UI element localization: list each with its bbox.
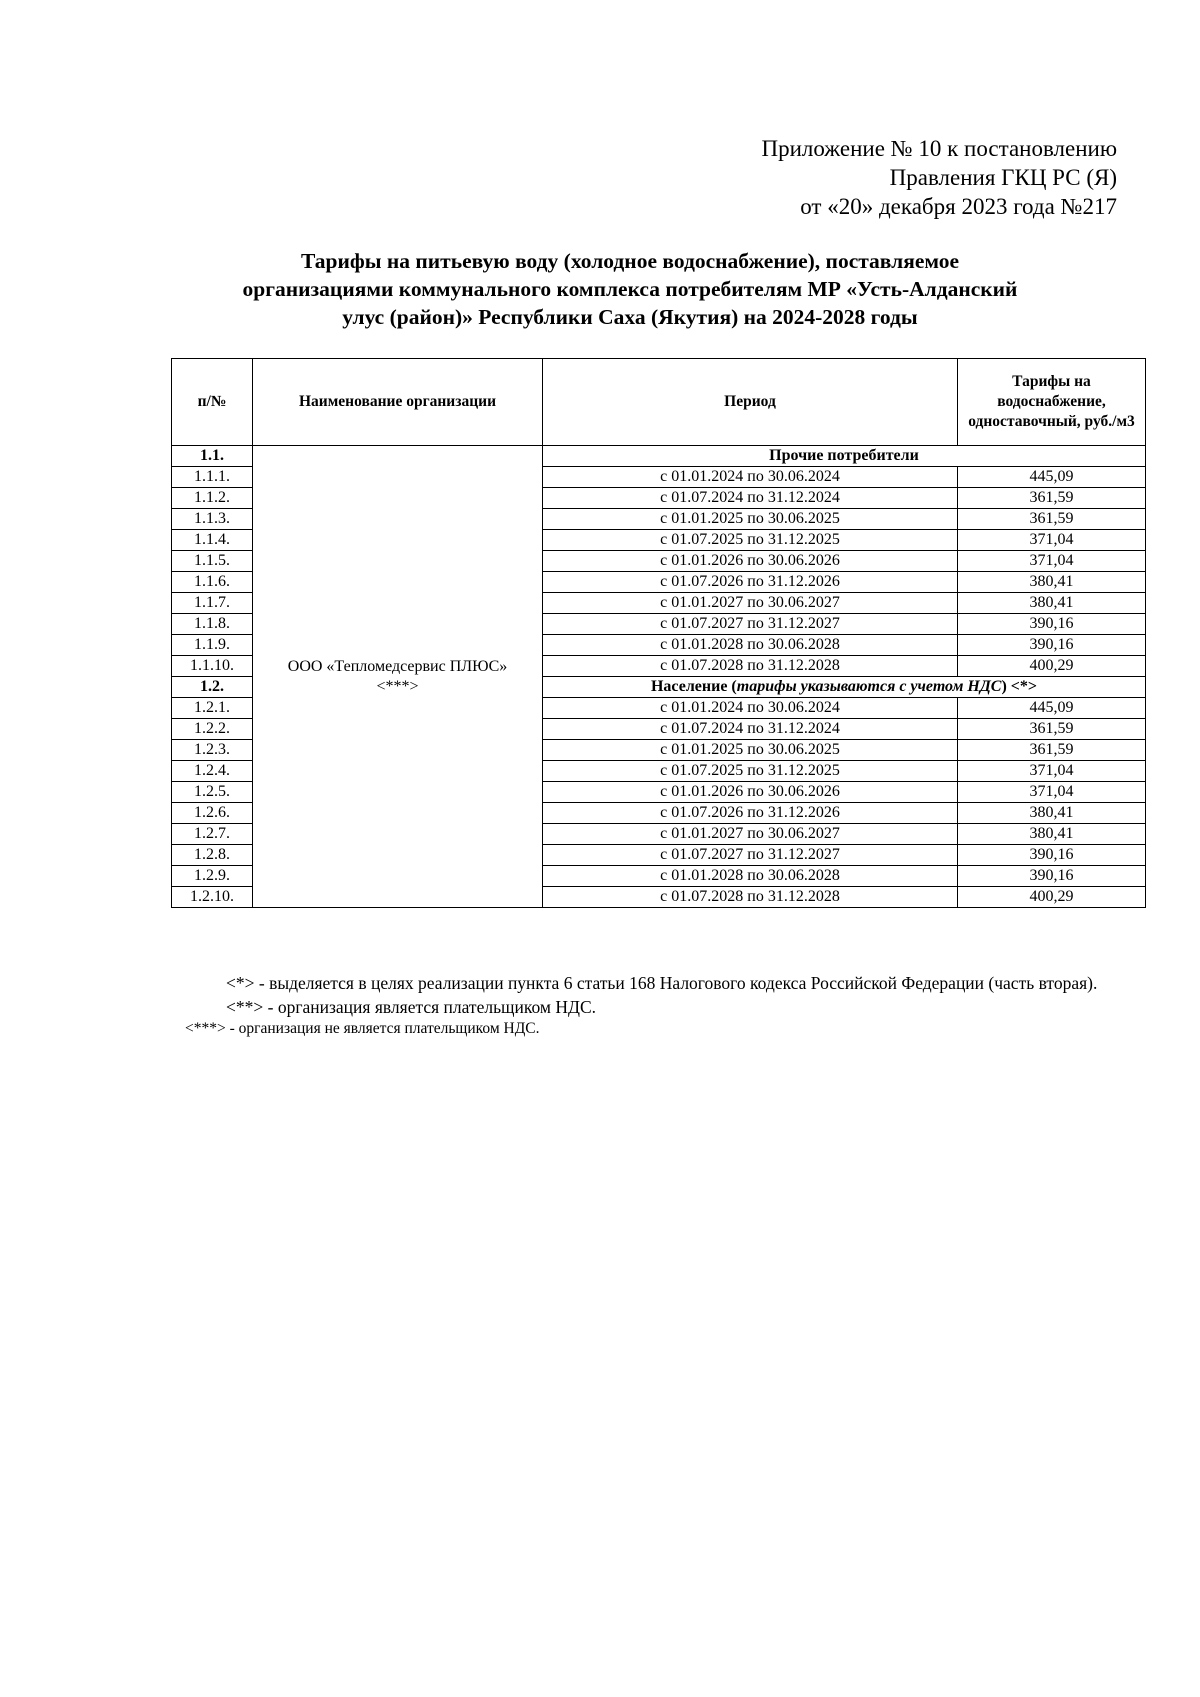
row-period: с 01.07.2026 по 31.12.2026 bbox=[543, 803, 958, 824]
appendix-line-3: от «20» декабря 2023 года №217 bbox=[800, 194, 1117, 219]
row-num: 1.2.8. bbox=[172, 845, 253, 866]
row-tariff: 361,59 bbox=[958, 740, 1146, 761]
row-period: с 01.07.2025 по 31.12.2025 bbox=[543, 530, 958, 551]
organization-name: ООО «Тепломедсервис ПЛЮС» bbox=[287, 657, 508, 675]
row-period: с 01.01.2026 по 30.06.2026 bbox=[543, 551, 958, 572]
row-tariff: 361,59 bbox=[958, 488, 1146, 509]
row-num: 1.2.1. bbox=[172, 698, 253, 719]
section-label-italic: тарифы указываются с учетом НДС bbox=[736, 678, 1002, 695]
row-tariff: 371,04 bbox=[958, 551, 1146, 572]
appendix-header bbox=[417, 134, 1117, 221]
row-period: с 01.01.2024 по 30.06.2024 bbox=[543, 467, 958, 488]
tariff-table bbox=[171, 358, 1146, 908]
row-period: с 01.07.2024 по 31.12.2024 bbox=[543, 488, 958, 509]
row-tariff: 371,04 bbox=[958, 782, 1146, 803]
header-num: п/№ bbox=[172, 359, 253, 446]
row-period: с 01.07.2027 по 31.12.2027 bbox=[543, 845, 958, 866]
section-label bbox=[543, 677, 1146, 698]
table-header-row bbox=[172, 359, 1146, 446]
row-period: с 01.07.2027 по 31.12.2027 bbox=[543, 614, 958, 635]
row-period: с 01.01.2024 по 30.06.2024 bbox=[543, 698, 958, 719]
row-num: 1.1.8. bbox=[172, 614, 253, 635]
row-tariff: 445,09 bbox=[958, 698, 1146, 719]
header-period: Период bbox=[543, 359, 958, 446]
section-label: Прочие потребители bbox=[543, 446, 1146, 467]
row-num: 1.1.7. bbox=[172, 593, 253, 614]
row-tariff: 400,29 bbox=[958, 887, 1146, 908]
footnote-vat-allocated: <*> - выделяется в целях реализации пункта 6 статьи 168 Налогового кодекса Российской Федерации (часть вторая). bbox=[226, 973, 1098, 993]
row-period: с 01.01.2025 по 30.06.2025 bbox=[543, 740, 958, 761]
row-period: с 01.07.2028 по 31.12.2028 bbox=[543, 887, 958, 908]
section-label-main: Население ( bbox=[650, 678, 737, 695]
document-title bbox=[170, 247, 1090, 331]
appendix-line-2: Правления ГКЦ РС (Я) bbox=[889, 165, 1117, 190]
row-tariff: 390,16 bbox=[958, 614, 1146, 635]
row-tariff: 361,59 bbox=[958, 509, 1146, 530]
footnote-not-vat-payer: <***> - организация не является плательщиком НДС. bbox=[185, 1020, 540, 1037]
row-num: 1.2.7. bbox=[172, 824, 253, 845]
row-tariff: 380,41 bbox=[958, 824, 1146, 845]
row-num: 1.2.6. bbox=[172, 803, 253, 824]
section-label-end: ) <*> bbox=[1001, 678, 1038, 695]
row-num: 1.1.3. bbox=[172, 509, 253, 530]
row-num: 1.2.2. bbox=[172, 719, 253, 740]
appendix-line-1: Приложение № 10 к постановлению bbox=[761, 136, 1117, 161]
title-line-2: организациями коммунального комплекса потребителям МР «Усть-Алданский bbox=[242, 277, 1018, 301]
footnote-vat-payer: <**> - организация является плательщиком НДС. bbox=[226, 997, 596, 1017]
row-tariff: 390,16 bbox=[958, 866, 1146, 887]
row-num: 1.2.9. bbox=[172, 866, 253, 887]
row-tariff: 390,16 bbox=[958, 635, 1146, 656]
row-period: с 01.07.2026 по 31.12.2026 bbox=[543, 572, 958, 593]
row-tariff: 361,59 bbox=[958, 719, 1146, 740]
row-period: с 01.07.2024 по 31.12.2024 bbox=[543, 719, 958, 740]
row-period: с 01.07.2028 по 31.12.2028 bbox=[543, 656, 958, 677]
row-tariff: 400,29 bbox=[958, 656, 1146, 677]
row-period: с 01.01.2025 по 30.06.2025 bbox=[543, 509, 958, 530]
row-num: 1.1.10. bbox=[172, 656, 253, 677]
row-num: 1.1.1. bbox=[172, 467, 253, 488]
title-line-3: улус (район)» Республики Саха (Якутия) на 2024-2028 годы bbox=[342, 305, 918, 329]
row-tariff: 380,41 bbox=[958, 572, 1146, 593]
row-tariff: 371,04 bbox=[958, 530, 1146, 551]
title-line-1: Тарифы на питьевую воду (холодное водоснабжение), поставляемое bbox=[300, 249, 960, 273]
row-tariff: 390,16 bbox=[958, 845, 1146, 866]
row-tariff: 380,41 bbox=[958, 593, 1146, 614]
section-num: 1.1. bbox=[172, 446, 253, 467]
row-period: с 01.01.2026 по 30.06.2026 bbox=[543, 782, 958, 803]
row-period: с 01.01.2028 по 30.06.2028 bbox=[543, 866, 958, 887]
row-num: 1.1.5. bbox=[172, 551, 253, 572]
row-tariff: 380,41 bbox=[958, 803, 1146, 824]
organization-note: <***> bbox=[376, 677, 419, 695]
row-period: с 01.01.2028 по 30.06.2028 bbox=[543, 635, 958, 656]
row-num: 1.2.3. bbox=[172, 740, 253, 761]
row-tariff: 445,09 bbox=[958, 467, 1146, 488]
row-num: 1.2.4. bbox=[172, 761, 253, 782]
row-num: 1.1.2. bbox=[172, 488, 253, 509]
row-num: 1.2.5. bbox=[172, 782, 253, 803]
row-period: с 01.07.2025 по 31.12.2025 bbox=[543, 761, 958, 782]
row-num: 1.1.6. bbox=[172, 572, 253, 593]
row-period: с 01.01.2027 по 30.06.2027 bbox=[543, 593, 958, 614]
footnotes bbox=[171, 971, 1115, 1039]
organization-cell bbox=[253, 446, 543, 908]
header-tariff: Тарифы на водоснабжение, одноставочный, руб./м3 bbox=[958, 359, 1146, 446]
row-period: с 01.01.2027 по 30.06.2027 bbox=[543, 824, 958, 845]
row-num: 1.2.10. bbox=[172, 887, 253, 908]
header-organization: Наименование организации bbox=[253, 359, 543, 446]
row-num: 1.1.4. bbox=[172, 530, 253, 551]
row-tariff: 371,04 bbox=[958, 761, 1146, 782]
section-num: 1.2. bbox=[172, 677, 253, 698]
section-row bbox=[172, 446, 1146, 467]
row-num: 1.1.9. bbox=[172, 635, 253, 656]
